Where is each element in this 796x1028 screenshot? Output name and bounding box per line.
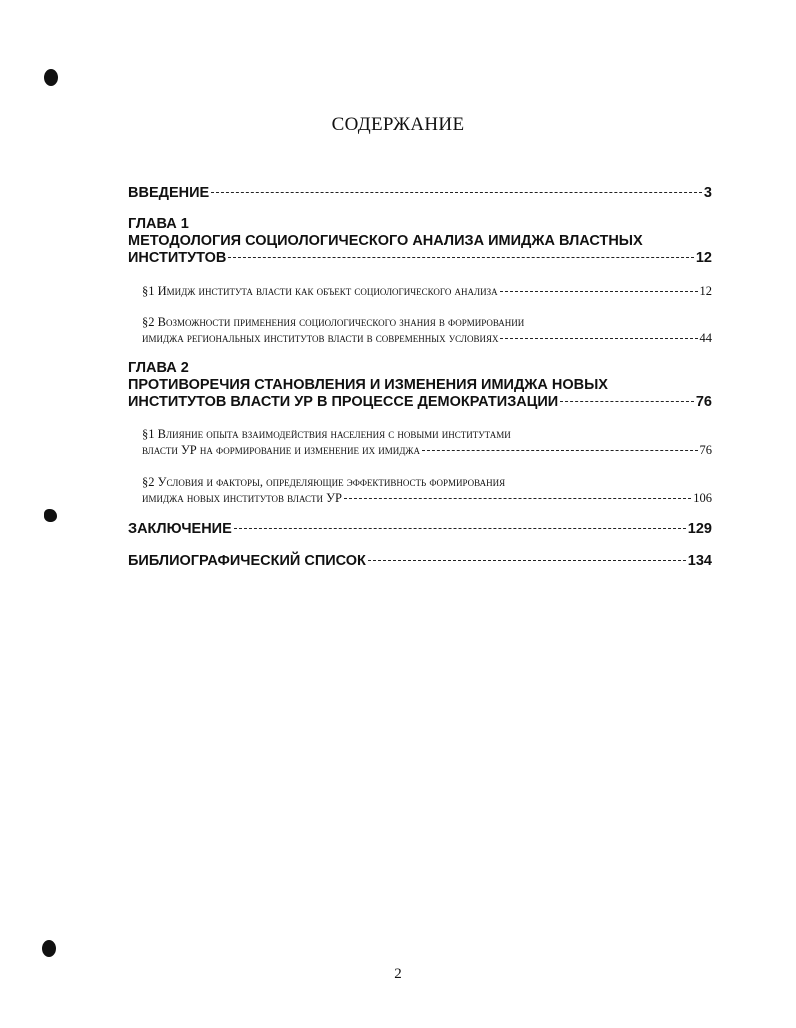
dot-leader — [228, 257, 693, 258]
section-title-line2: имиджа новых институтов власти УР — [142, 491, 342, 505]
section-title-line1: §2 Условия и факторы, определяющие эффективность формирования — [142, 475, 506, 489]
dot-leader — [368, 560, 686, 561]
toc-entry-page: 106 — [693, 491, 712, 505]
toc-entry-page: 12 — [695, 250, 712, 266]
toc-entry-page: 76 — [699, 443, 712, 457]
toc-section-2-2[interactable] — [142, 474, 712, 506]
dot-leader — [500, 291, 698, 292]
toc-entry-label: ЗАКЛЮЧЕНИЕ — [128, 521, 232, 537]
toc-section-2-1[interactable] — [142, 426, 712, 458]
toc-entry-chapter-1[interactable] — [128, 250, 712, 267]
section-title-line1: §2 Возможности применения социологического знания в формировании — [142, 315, 525, 329]
page-title: СОДЕРЖАНИЕ — [331, 114, 465, 135]
dot-leader — [344, 498, 691, 499]
toc-entry-page: 129 — [687, 521, 712, 537]
section-title-line2: власти УР на формирование и изменение их имиджа — [142, 443, 420, 457]
chapter-heading: ГЛАВА 2 — [128, 360, 189, 376]
toc-chapter-1 — [128, 216, 712, 267]
page-number: 2 — [394, 966, 402, 982]
section-title: §1 Имидж института власти как объект социологического анализа — [142, 284, 498, 298]
toc-entry-label: ВВЕДЕНИЕ — [128, 185, 210, 201]
chapter-title-line2: ИНСТИТУТОВ ВЛАСТИ УР В ПРОЦЕССЕ ДЕМОКРАТИЗАЦИИ — [128, 394, 559, 410]
toc-entry-page: 134 — [687, 553, 712, 569]
toc-entry-page: 12 — [699, 284, 712, 298]
dot-leader — [234, 528, 686, 529]
toc-entry-label: БИБЛИОГРАФИЧЕСКИЙ СПИСОК — [128, 553, 366, 569]
chapter-title-line1: МЕТОДОЛОГИЯ СОЦИОЛОГИЧЕСКОГО АНАЛИЗА ИМИДЖА ВЛАСТНЫХ — [128, 233, 643, 249]
scan-blot-top — [44, 69, 58, 86]
chapter-title-line1: ПРОТИВОРЕЧИЯ СТАНОВЛЕНИЯ И ИЗМЕНЕНИЯ ИМИДЖА НОВЫХ — [128, 377, 608, 393]
toc-entry-page: 44 — [699, 331, 712, 345]
dot-leader — [422, 450, 698, 451]
toc-entry-conclusion[interactable] — [128, 521, 712, 538]
toc-entry-bibliography[interactable] — [128, 553, 712, 570]
dot-leader — [211, 192, 702, 193]
toc-entry-page: 76 — [695, 394, 712, 410]
toc-entry-chapter-2[interactable] — [128, 394, 712, 411]
dot-leader — [560, 401, 694, 402]
toc-section-1-1[interactable] — [142, 283, 712, 299]
toc-entry-intro[interactable] — [128, 185, 712, 202]
dot-leader — [500, 338, 697, 339]
chapter-heading: ГЛАВА 1 — [128, 216, 189, 232]
toc-section-1-2[interactable] — [142, 314, 712, 346]
section-title-line2: имиджа региональных институтов власти в современных условиях — [142, 331, 499, 345]
toc-entry-page: 3 — [703, 185, 712, 201]
toc-chapter-2 — [128, 360, 712, 411]
section-title-line1: §1 Влияние опыта взаимодействия населения с новыми институтами — [142, 427, 511, 441]
chapter-title-line2: ИНСТИТУТОВ — [128, 250, 227, 266]
scan-blot-middle — [44, 509, 57, 522]
scan-blot-bottom — [42, 940, 56, 957]
